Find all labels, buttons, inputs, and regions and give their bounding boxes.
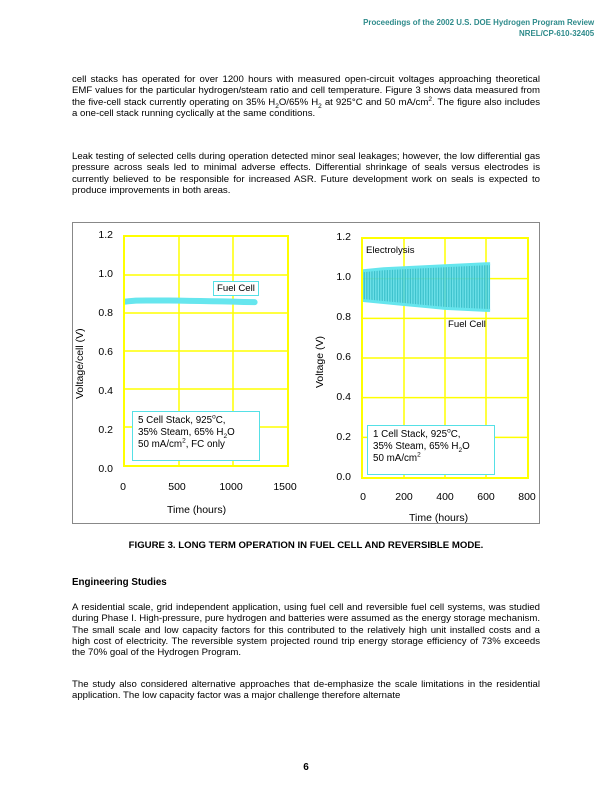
x-tick-right-0: 0: [360, 491, 366, 503]
paragraph-engineering-studies: A residential scale, grid independent application, using fuel cell and reversible fuel cell systems, was studied during Phase I. High-pressure, pure hydrogen and batteries were assumed as the energy storage mechanism. The small scale and low capacity factors for this contributed to the relatively high unit installed costs and a high cost of electricity. The reversible system projected round trip energy storage efficiency of 73% exceeds the 70% goal of the Hydrogen Program.: [72, 602, 540, 659]
fuel-cell-data-point: [199, 299, 203, 303]
y-tick-left-0.8: 0.8: [98, 307, 113, 319]
y-tick-right-0.0: 0.0: [336, 471, 351, 483]
y-tick-left-1.0: 1.0: [98, 268, 113, 280]
x-tick-right-600: 600: [477, 491, 495, 503]
x-tick-left-1000: 1000: [219, 481, 243, 493]
figure-caption: FIGURE 3. LONG TERM OPERATION IN FUEL CELL AND REVERSIBLE MODE.: [128, 540, 484, 551]
series-label-fuel-cell: Fuel Cell: [213, 281, 259, 296]
x-tick-right-200: 200: [395, 491, 413, 503]
x-axis-label-right: Time (hours): [409, 512, 469, 524]
paragraph-stack-results: cell stacks has operated for over 1200 hours with measured open-circuit voltages approaching theoretical EMF values for the particular hydrogen/steam ratio and cell temperature. Figure 3 shows data measured from the five-cell stack currently operating on 35% $H_2O/65\%$ $H_2$ at 925°C and 50 $mA/cm^2$. The figure also includes a one-cell stack running cyclically at the same conditions.: [72, 74, 540, 119]
y-tick-left-1.2: 1.2: [98, 229, 113, 241]
x-tick-right-400: 400: [436, 491, 454, 503]
paragraph-leak-testing: Leak testing of selected cells during operation detected minor seal leakages; however, the low differential gas pressure across seals led to minimal adverse effects. Differential shrinkage of seals versus electrodes is currently believed to be responsible for increased ASR. Future development work on seals is expected to produce improvements in both areas.: [72, 151, 540, 196]
y-tick-left-0.0: 0.0: [98, 463, 113, 475]
label-electrolysis: Electrolysis: [366, 245, 415, 256]
x-axis-label-left: Time (hours): [167, 504, 227, 516]
y-axis-label-left: Voltage/cell (V): [74, 328, 86, 399]
y-tick-right-0.6: 0.6: [336, 351, 351, 363]
para1-text-a: cell stacks has operated for over 1200 hours with measured open-circuit voltages approaching theoretical EMF values for the particular hydrogen/steam ratio and cell temperature. Figure 3 shows data measured from the five-cell stack currently operating on 35% H: [72, 74, 540, 108]
y-tick-left-0.6: 0.6: [98, 346, 113, 358]
y-tick-left-0.2: 0.2: [98, 424, 113, 436]
y-tick-right-0.2: 0.2: [336, 431, 351, 443]
y-tick-right-1.0: 1.0: [336, 271, 351, 283]
para1-text-c: at 925°C and 50 mA/cm: [321, 96, 429, 108]
figure-3: [72, 222, 540, 524]
fuel-cell-data-point: [231, 300, 235, 304]
page-header: [363, 17, 594, 39]
y-tick-right-0.8: 0.8: [336, 311, 351, 323]
label-fuel-cell-right: Fuel Cell: [448, 319, 486, 330]
paragraph-alternative-approaches: The study also considered alternative approaches that de-emphasize the scale limitations in the residential application. The low capacity factor was a major challenge therefore alternate: [72, 679, 540, 702]
x-tick-left-0: 0: [120, 481, 126, 493]
header-proceedings: Proceedings of the 2002 U.S. DOE Hydrogen Program Review: [362, 17, 594, 27]
page-number: 6: [303, 762, 309, 773]
section-heading: Engineering Studies: [72, 577, 167, 588]
y-tick-right-0.4: 0.4: [336, 391, 351, 403]
fuel-cell-data-point: [242, 300, 246, 304]
fuel-cell-data-point: [166, 298, 170, 302]
fuel-cell-data-point: [155, 298, 159, 302]
annotation-1-cell-stack: 1 Cell Stack, 925$^o$C, 35% Steam, 65% $H_2O$ 50 $mA/cm^2$: [367, 425, 495, 475]
y-axis-label-right: Voltage (V): [314, 336, 326, 388]
fuel-cell-data-point: [134, 299, 138, 303]
para1-text-d: . The figure also includes a one-cell stack running cyclically at the same conditions.: [72, 96, 540, 119]
fuel-cell-data-point: [253, 300, 257, 304]
fuel-cell-data-point: [188, 299, 192, 303]
fuel-cell-data-point: [220, 299, 224, 303]
y-tick-left-0.4: 0.4: [98, 385, 113, 397]
y-tick-right-1.2: 1.2: [336, 231, 351, 243]
header-report-number: NREL/CP-610-32405: [518, 28, 594, 38]
fuel-cell-data-point: [177, 299, 181, 303]
fuel-cell-data-point: [209, 299, 213, 303]
x-tick-left-1500: 1500: [273, 481, 297, 493]
x-tick-right-800: 800: [518, 491, 536, 503]
fuel-cell-data-point: [145, 298, 149, 302]
para1-text-b: O/65% H: [278, 96, 319, 108]
annotation-5-cell-stack: 5 Cell Stack, 925$^o$C, 35% Steam, 65% $H_2O$ 50 $mA/cm^2$, FC only: [132, 411, 260, 461]
x-tick-left-500: 500: [168, 481, 186, 493]
